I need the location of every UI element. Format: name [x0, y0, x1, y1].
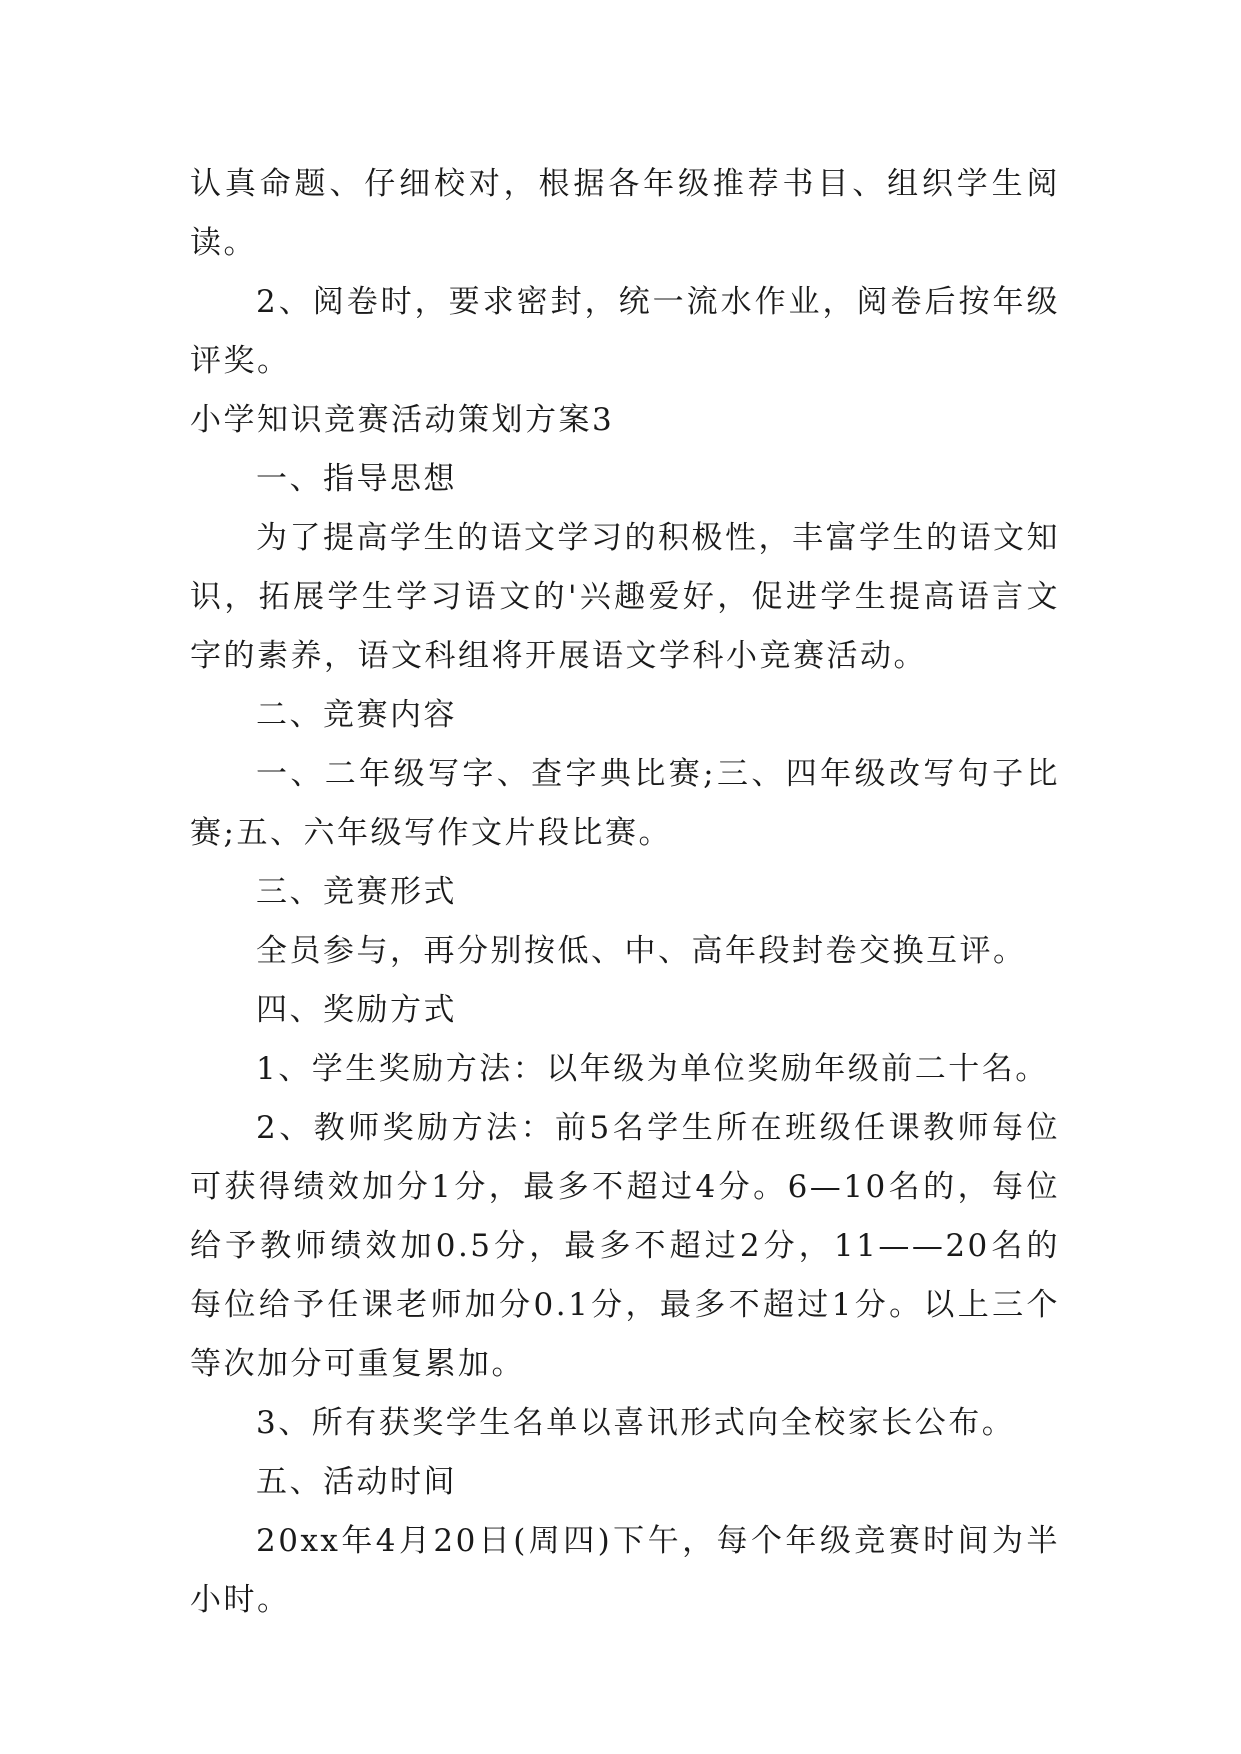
paragraph-activity-time: 20xx年4月20日(周四)下午，每个年级竞赛时间为半小时。 [190, 1523, 1060, 1618]
paragraph-teacher-rewards: 2、教师奖励方法：前5名学生所在班级任课教师每位可获得绩效加分1分，最多不超过4分。6—10名的，每位给予教师绩效加0.5分，最多不超过2分，11——20名的每位给予任课老师加分0.1分，最多不超过1分。以上三个等次加分可重复累加。 [190, 1110, 1060, 1382]
paragraph-student-rewards: 1、学生奖励方法：以年级为单位奖励年级前二十名。 [256, 1051, 1049, 1087]
document-body [190, 155, 1060, 1630]
paragraph-guiding-idea: 为了提高学生的语文学习的积极性，丰富学生的语文知识，拓展学生学习语文的'兴趣爱好，促进学生提高语言文字的素养，语文科组将开展语文学科小竞赛活动。 [190, 520, 1060, 674]
plan-title-3: 小学知识竞赛活动策划方案3 [190, 402, 615, 438]
section-heading-guiding-idea: 一、指导思想 [256, 461, 457, 497]
paragraph-contest-content: 一、二年级写字、查字典比赛;三、四年级改写句子比赛;五、六年级写作文片段比赛。 [190, 756, 1060, 851]
section-heading-rewards: 四、奖励方式 [256, 992, 457, 1028]
paragraph-announcement: 3、所有获奖学生名单以喜讯形式向全校家长公布。 [256, 1405, 1016, 1441]
section-heading-contest-format: 三、竞赛形式 [256, 874, 457, 910]
paragraph-marking-rules: 2、阅卷时，要求密封，统一流水作业，阅卷后按年级评奖。 [190, 284, 1060, 379]
paragraph-contest-format: 全员参与，再分别按低、中、高年段封卷交换互评。 [256, 933, 1027, 969]
section-heading-activity-time: 五、活动时间 [256, 1464, 457, 1500]
section-heading-contest-content: 二、竞赛内容 [256, 697, 457, 733]
paragraph-reading-organization: 认真命题、仔细校对，根据各年级推荐书目、组织学生阅读。 [190, 166, 1060, 261]
